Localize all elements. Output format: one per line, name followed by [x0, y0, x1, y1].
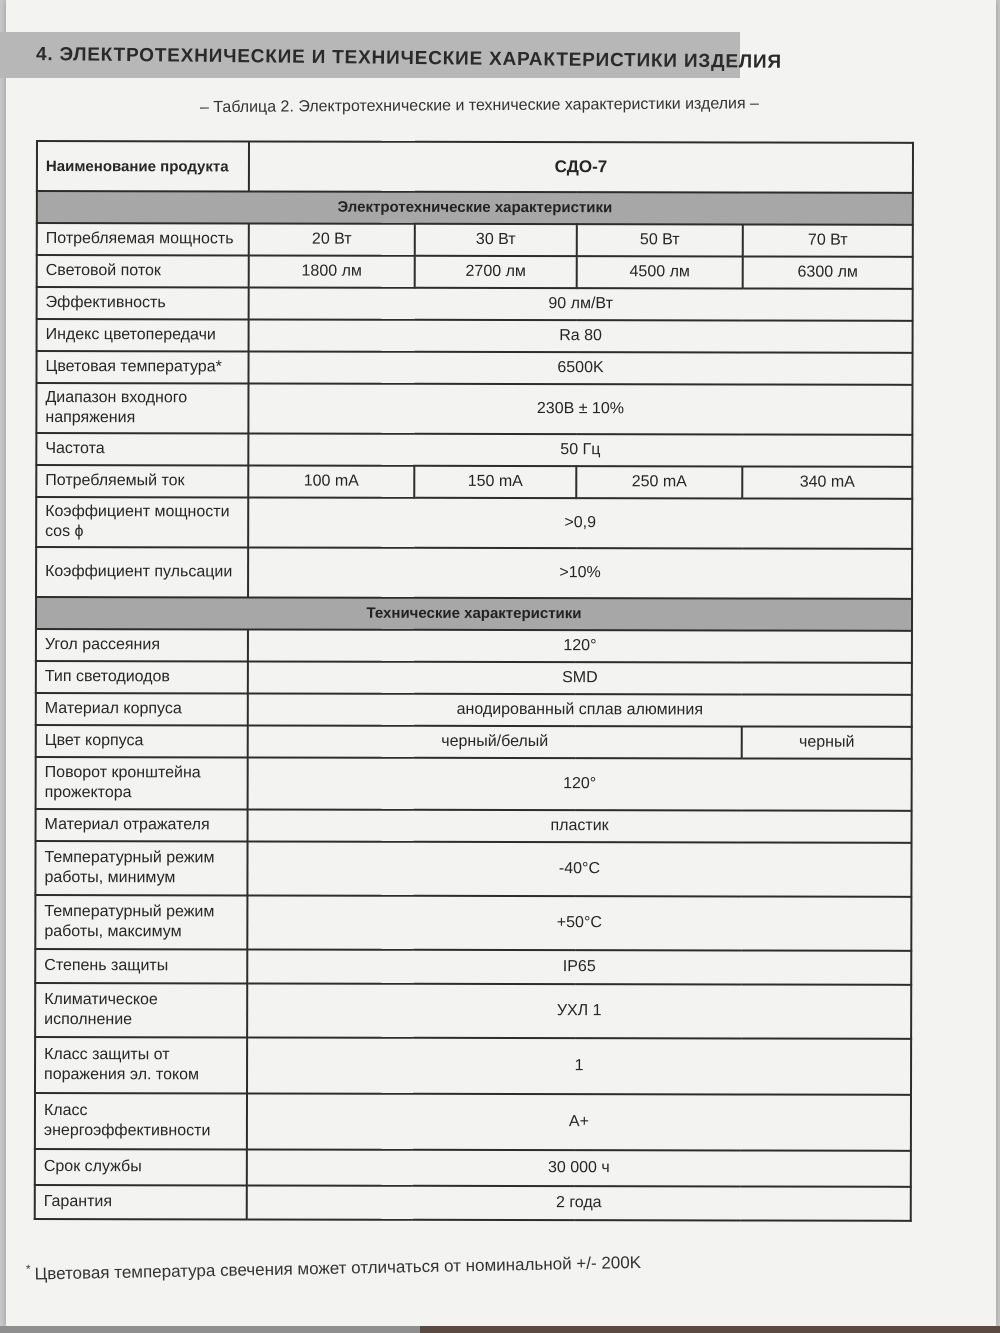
- section-title-electrical: Электротехнические характеристики: [37, 191, 913, 225]
- row-label: Коэффициент мощности cos ϕ: [36, 497, 248, 547]
- cell-value: 1800 лм: [249, 255, 415, 287]
- table-row: [35, 983, 911, 1039]
- table-row: [35, 1149, 911, 1187]
- cell-value: 6300 лм: [743, 256, 913, 288]
- cell-value: >10%: [248, 547, 912, 598]
- cell-value: 6500K: [248, 351, 912, 384]
- row-label: Цвет корпуса: [36, 725, 248, 757]
- cell-value: 1: [247, 1037, 911, 1094]
- table-row: [35, 1185, 911, 1221]
- cell-value: 30 Вт: [415, 224, 577, 256]
- cell-value: 100 mA: [248, 465, 414, 497]
- row-label: Коэффициент пульсации: [36, 547, 248, 597]
- cell-value: 20 Вт: [249, 223, 415, 255]
- cell-value: >0,9: [248, 497, 912, 548]
- table-caption: – Таблица 2. Электротехнические и технические характеристики изделия –: [199, 95, 760, 117]
- cell-value: черный: [742, 726, 912, 758]
- table-row: [36, 547, 912, 599]
- table-row: [35, 895, 911, 951]
- product-name: СДО-7: [249, 141, 913, 192]
- cell-value: 90 лм/Вт: [249, 287, 913, 320]
- section-row-technical: [36, 597, 912, 631]
- table-row: [37, 223, 913, 257]
- table-row: [36, 433, 912, 467]
- cell-value: 50 Вт: [577, 224, 743, 256]
- cell-value: 150 mA: [414, 466, 576, 498]
- cell-value: 120°: [248, 757, 912, 810]
- cell-value: пластик: [248, 809, 912, 842]
- table-row: [35, 841, 911, 897]
- table-row: [35, 949, 911, 985]
- table-row: [36, 351, 912, 385]
- section-row-electrical: [37, 191, 913, 225]
- row-label: Потребляемый ток: [36, 465, 248, 497]
- background-strip: [0, 1326, 1000, 1333]
- row-label: Гарантия: [35, 1185, 247, 1219]
- row-label: Световой поток: [37, 255, 249, 287]
- cell-value: 120°: [248, 629, 912, 662]
- cell-value: УХЛ 1: [247, 983, 911, 1038]
- cell-value: 50 Гц: [248, 433, 912, 466]
- product-label: Наименование продукта: [37, 141, 249, 191]
- table-row: [37, 141, 913, 193]
- cell-value: 250 mA: [576, 466, 742, 498]
- row-label: Степень защиты: [35, 949, 247, 983]
- row-label: Угол рассеяния: [36, 629, 248, 661]
- table-row: [36, 757, 912, 811]
- row-label: Цветовая температура*: [36, 351, 248, 383]
- table-row: [36, 629, 912, 663]
- table-row: [36, 383, 912, 435]
- cell-value: IP65: [247, 949, 911, 984]
- row-label: Класс энергоэффективности: [35, 1093, 247, 1149]
- table-row: [36, 497, 912, 549]
- cell-value: 30 000 ч: [247, 1149, 911, 1186]
- cell-value: 70 Вт: [743, 224, 913, 256]
- table-row: [35, 1037, 911, 1095]
- row-label: Класс защиты от поражения эл. током: [35, 1037, 247, 1093]
- cell-value: черный/белый: [248, 725, 742, 758]
- table-row: [37, 287, 913, 321]
- table-row: [37, 255, 913, 289]
- table-row: [36, 661, 912, 695]
- table-row: [37, 319, 913, 353]
- spec-table: [34, 140, 914, 1222]
- cell-value: Ra 80: [249, 319, 913, 352]
- row-label: Частота: [36, 433, 248, 465]
- table-row: [35, 1093, 911, 1151]
- row-label: Материал отражателя: [36, 809, 248, 841]
- row-label: Потребляемая мощность: [37, 223, 249, 255]
- cell-value: +50°C: [247, 895, 911, 950]
- cell-value: SMD: [248, 661, 912, 694]
- cell-value: 2 года: [247, 1185, 911, 1220]
- row-label: Климатическое исполнение: [35, 983, 247, 1037]
- table-row: [36, 809, 912, 843]
- table-row: [36, 725, 912, 759]
- section-title: 4. ЭЛЕКТРОТЕХНИЧЕСКИЕ И ТЕХНИЧЕСКИЕ ХАРАКТЕРИСТИКИ ИЗДЕЛИЯ: [35, 44, 783, 73]
- cell-value: А+: [247, 1093, 911, 1150]
- footnote-text: Цветовая температура свечения может отличаться от номинальной +/- 200K: [34, 1252, 642, 1284]
- cell-value: -40°C: [247, 841, 911, 896]
- table-row: [36, 465, 912, 499]
- cell-value: 4500 лм: [577, 256, 743, 288]
- row-label: Температурный режим работы, минимум: [35, 841, 247, 895]
- cell-value: анодированный сплав алюминия: [248, 693, 912, 726]
- row-label: Температурный режим работы, максимум: [35, 895, 247, 949]
- cell-value: 340 mA: [742, 466, 912, 498]
- row-label: Диапазон входного напряжения: [36, 383, 248, 433]
- row-label: Индекс цветопередачи: [37, 319, 249, 351]
- row-label: Срок службы: [35, 1149, 247, 1185]
- section-title-technical: Технические характеристики: [36, 597, 912, 631]
- cell-value: 2700 лм: [415, 256, 577, 288]
- table-row: [36, 693, 912, 727]
- cell-value: 230В ± 10%: [248, 383, 912, 434]
- row-label: Тип светодиодов: [36, 661, 248, 693]
- footnote-mark: *: [25, 1261, 31, 1276]
- row-label: Поворот кронштейна прожектора: [36, 757, 248, 809]
- row-label: Эффективность: [37, 287, 249, 319]
- row-label: Материал корпуса: [36, 693, 248, 725]
